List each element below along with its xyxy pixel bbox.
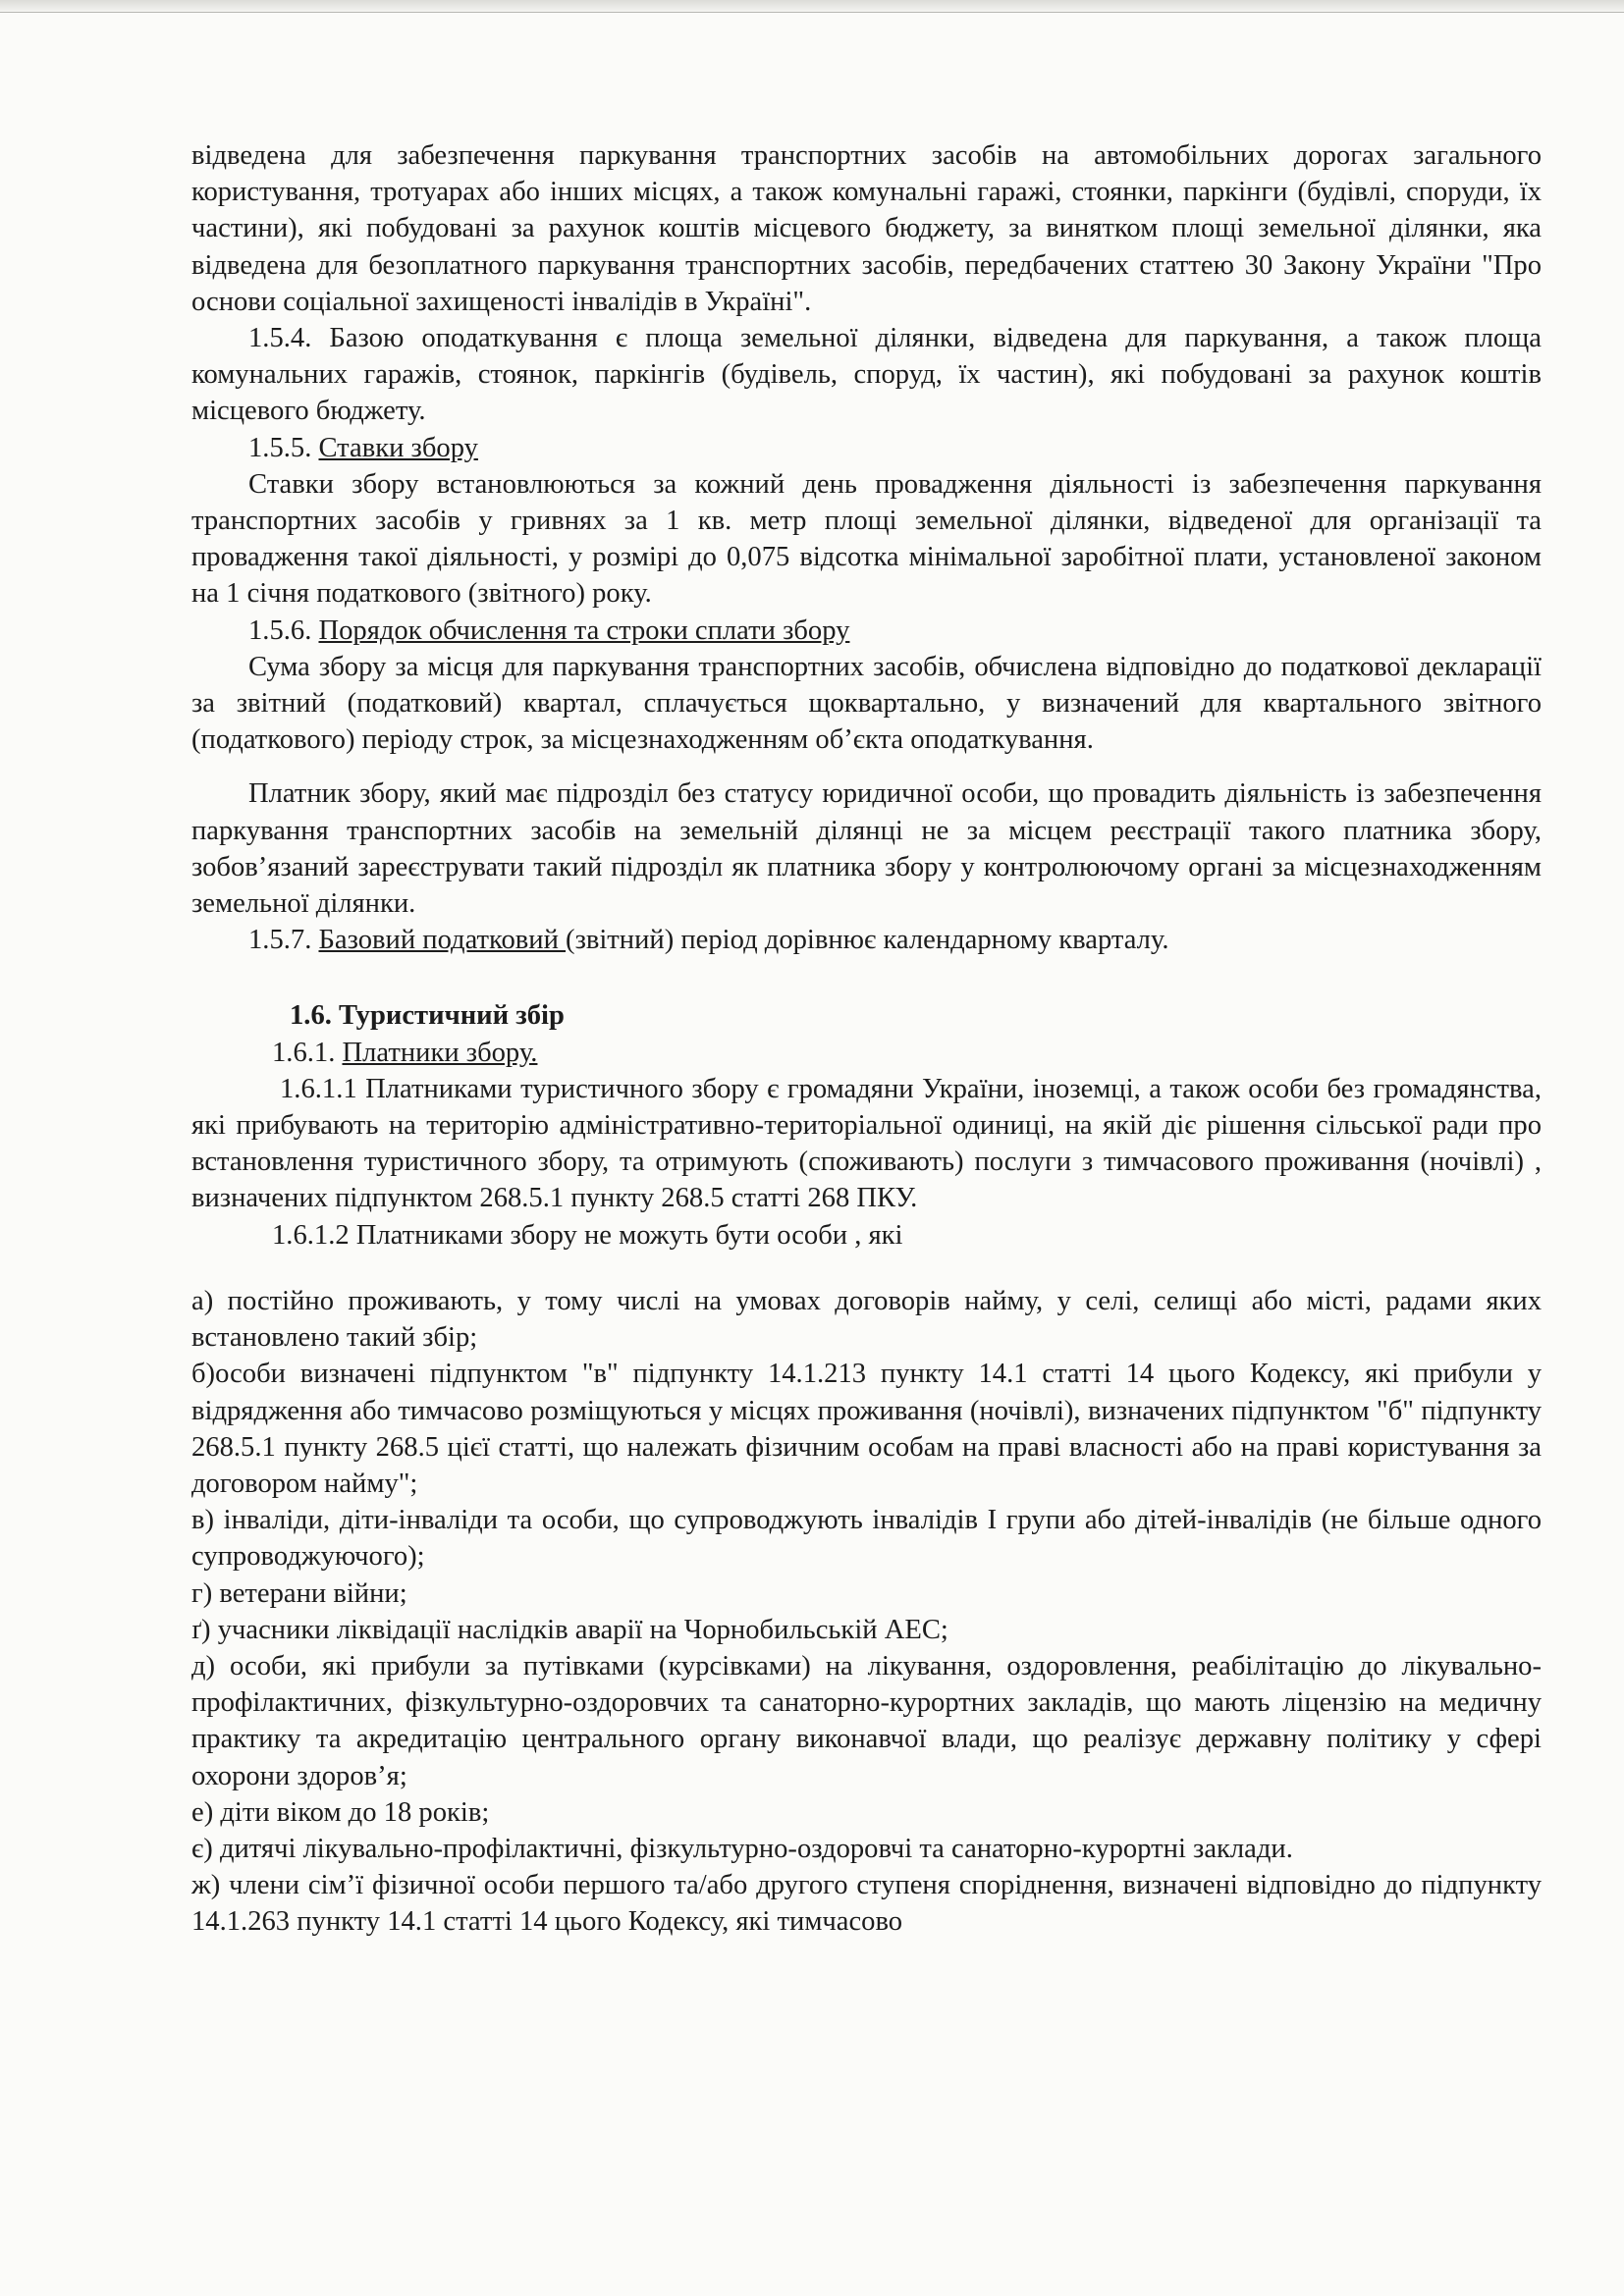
- clause-text: (звітний) період дорівнює календарному кварталу.: [566, 925, 1169, 956]
- document-page: [191, 137, 1542, 1941]
- exemptions-list: [191, 1283, 1542, 1941]
- clause-number: 1.6.1.: [272, 1037, 343, 1068]
- clause-title: Ставки збору: [318, 432, 478, 463]
- list-item: е) діти віком до 18 років;: [191, 1796, 490, 1828]
- clause-number: 1.5.7.: [248, 925, 319, 956]
- clause-1-5-6-body-2: Платник збору, який має підрозділ без статусу юридичної особи, що провадить діяльність із забезпечення паркування транспортних засобів на земельній ділянці не за місцем реєстрації такого платника збору, зобов’язаний зареєструвати такий підрозділ як платника збору у контролюючому органі за місцезнаходженням земельної ділянки.: [191, 778, 1542, 920]
- clause-1-6-1-heading: [191, 1035, 1542, 1071]
- scan-top-edge: [0, 0, 1624, 13]
- clause-1-5-5-body: Ставки збору встановлюються за кожний день провадження діяльності із забезпечення паркування транспортних засобів у гривнях за 1 кв. метр площі земельної ділянки, відведеної для організації та провадження такої діяльності, у розмірі до 0,075 відсотка мінімальної заробітної плати, установленої законом на 1 січня податкового (звітного) року.: [191, 468, 1542, 610]
- clause-1-5-4: 1.5.4. Базою оподаткування є площа земельної ділянки, відведена для паркування, а також площа комунальних гаражів, стоянок, паркінгів (будівель, споруд, їх частин), які побудовані за рахунок коштів місцевого бюджету.: [191, 323, 1542, 427]
- clause-number: 1.5.5.: [248, 432, 319, 463]
- clause-1-5-5-heading: [191, 430, 1542, 466]
- list-item: г) ветерани війни;: [191, 1577, 407, 1609]
- clause-title: Платники збору.: [342, 1037, 538, 1068]
- clause-title: Базовий податковий: [318, 925, 567, 956]
- clause-number: 1.5.6.: [248, 614, 319, 646]
- list-item: є) дитячі лікувально-профілактичні, фізкультурно-оздоровчі та санаторно-курортні заклади.: [191, 1833, 1293, 1864]
- clause-1-5-7: [191, 922, 1542, 958]
- list-item: б)особи визначені підпунктом "в" підпункту 14.1.213 пункту 14.1 статті 14 цього Кодексу, які прибули у відрядження або тимчасово розміщуються у місцях проживання (ночівлі), визначених підпунктом "б" підпункту 268.5.1 пункту 268.5 цієї статті, що належать фізичним особам на праві власності або на праві користування за договором найму";: [191, 1359, 1542, 1499]
- clause-1-6-1-2: 1.6.1.2 Платниками збору не можуть бути особи , які: [272, 1219, 903, 1251]
- section-1-6-title: 1.6. Туристичний збір: [290, 1000, 565, 1032]
- list-item: а) постійно проживають, у тому числі на умовах договорів найму, у селі, селищі або місті, радами яких встановлено такий збір;: [191, 1285, 1542, 1354]
- clause-1-6-1-1: 1.6.1.1 Платниками туристичного збору є громадяни України, іноземці, а також особи без громадянства, які прибувають на територію адміністративно-територіальної одиниці, на якій діє рішення сільської ради про встановлення туристичного збору, та отримують (споживають) послуги з тимчасового проживання (ночівлі) , визначених підпунктом 268.5.1 пункту 268.5 статті 268 ПКУ.: [191, 1073, 1542, 1214]
- list-item: ж) члени сім’ї фізичної особи першого та/або другого ступеня споріднення, визначені відповідно до підпункту 14.1.263 пункту 14.1 статті 14 цього Кодексу, які тимчасово: [191, 1870, 1542, 1938]
- clause-title: Порядок обчислення та строки сплати збору: [318, 614, 850, 646]
- clause-1-5-6-body-1: Сума збору за місця для паркування транспортних засобів, обчислена відповідно до податкової декларації за звітний (податковий) квартал, сплачується щоквартально, у визначений для квартального звітного (податкового) періоду строк, за місцезнаходженням об’єкта оподаткування.: [191, 651, 1542, 756]
- list-item: ґ) учасники ліквідації наслідків аварії на Чорнобильській АЕС;: [191, 1614, 948, 1645]
- list-item: д) особи, які прибули за путівками (курсівками) на лікування, оздоровлення, реабілітацію до лікувально-профілактичних, фізкультурно-оздоровчих та санаторно-курортних закладів, що мають ліцензію на медичну практику та акредитацію центрального органу виконавчої влади, що реалізує державну політику у сфері охорони здоров’я;: [191, 1650, 1542, 1791]
- intro-paragraph: відведена для забезпечення паркування транспортних засобів на автомобільних дорогах загального користування, тротуарах або інших місцях, а також комунальні гаражі, стоянки, паркінги (будівлі, споруди, їх частини), які побудовані за рахунок коштів місцевого бюджету, за винятком площі земельної ділянки, яка відведена для безоплатного паркування транспортних засобів, передбачених статтею 30 Закону України "Про основи соціальної захищеності інвалідів в Україні".: [191, 140, 1542, 317]
- list-item: в) інваліди, діти-інваліди та особи, що супроводжують інвалідів І групи або дітей-інвалідів (не більше одного супроводжуючого);: [191, 1505, 1542, 1573]
- clause-1-5-6-heading: [191, 613, 1542, 649]
